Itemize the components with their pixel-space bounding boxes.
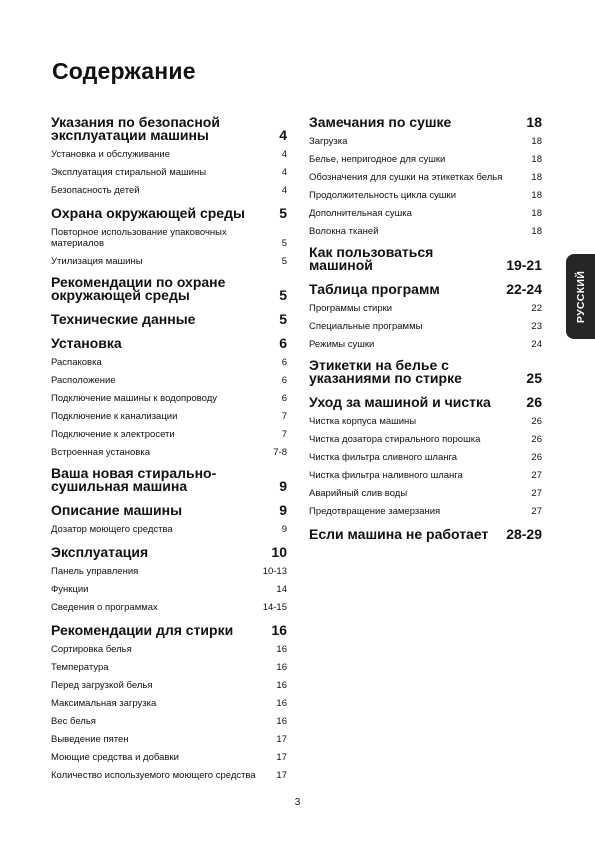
page-number: 3 bbox=[294, 797, 301, 808]
toc-section[interactable] bbox=[309, 396, 542, 409]
toc-section-title: Рекомендации по охране окружающей среды bbox=[51, 274, 226, 303]
toc-item-title: Температура bbox=[51, 662, 109, 673]
language-tab bbox=[566, 254, 595, 339]
toc-item-title: Чистка фильтра наливного шланга bbox=[309, 470, 463, 481]
toc-item-title: Волокна тканей bbox=[309, 226, 379, 237]
toc-item[interactable] bbox=[309, 339, 542, 350]
toc-section-title: Если машина не работает bbox=[309, 526, 489, 542]
toc-item-title: Режимы сушки bbox=[309, 339, 375, 350]
toc-item[interactable] bbox=[51, 429, 287, 440]
toc-section-title: Замечания по сушке bbox=[309, 114, 452, 130]
toc-item-title: Максимальная загрузка bbox=[51, 698, 157, 709]
page-title: Содержание bbox=[52, 58, 196, 84]
toc-item-page: 24 bbox=[531, 339, 542, 350]
toc-item-title: Сортировка белья bbox=[51, 644, 132, 655]
toc-item-title: Повторное использование упаковочных материалов bbox=[51, 227, 227, 249]
toc-item-page: 5 bbox=[281, 256, 287, 267]
toc-item-title: Подключение к канализации bbox=[51, 411, 178, 422]
toc-item[interactable] bbox=[309, 488, 542, 499]
toc-section-page: 28-29 bbox=[506, 526, 542, 542]
toc-item-page: 18 bbox=[531, 172, 542, 183]
toc-item-page: 27 bbox=[531, 488, 542, 499]
toc-section-page: 25 bbox=[526, 370, 542, 386]
toc-item-page: 17 bbox=[276, 734, 287, 745]
toc-section-title: Указания по безопасной эксплуатации машины bbox=[51, 114, 220, 143]
toc-item[interactable] bbox=[309, 154, 542, 165]
toc-item-page: 22 bbox=[531, 303, 542, 314]
toc-item-title: Установка и обслуживание bbox=[51, 149, 170, 160]
toc-section-page: 18 bbox=[526, 114, 542, 130]
toc-item[interactable] bbox=[51, 167, 287, 178]
toc-item[interactable] bbox=[309, 434, 542, 445]
toc-item-title: Встроенная установка bbox=[51, 447, 150, 458]
toc-section-title: Этикетки на белье с указаниями по стирке bbox=[309, 357, 462, 386]
toc-item-page: 16 bbox=[276, 698, 287, 709]
toc-item-page: 17 bbox=[276, 752, 287, 763]
toc-item-title: Специальные программы bbox=[309, 321, 423, 332]
toc-item[interactable] bbox=[309, 136, 542, 147]
toc-item[interactable] bbox=[309, 303, 542, 314]
toc-item[interactable] bbox=[51, 524, 287, 535]
toc-section-page: 4 bbox=[279, 127, 287, 143]
toc-section[interactable] bbox=[51, 116, 287, 142]
toc-section[interactable] bbox=[309, 283, 542, 296]
toc-item[interactable] bbox=[51, 256, 287, 267]
toc-section[interactable] bbox=[51, 276, 287, 302]
toc-item-title: Обозначения для сушки на этикетках белья bbox=[309, 172, 503, 183]
toc-section[interactable] bbox=[309, 359, 542, 385]
toc-item[interactable] bbox=[51, 584, 287, 595]
toc-item-title: Количество используемого моющего средства bbox=[51, 770, 256, 781]
toc-section-title: Ваша новая стирально- сушильная машина bbox=[51, 465, 217, 494]
toc-item[interactable] bbox=[51, 393, 287, 404]
toc-section-title: Как пользоваться машиной bbox=[309, 244, 434, 273]
toc-section-page: 9 bbox=[279, 478, 287, 494]
toc-section[interactable] bbox=[51, 467, 287, 493]
toc-item-title: Безопасность детей bbox=[51, 185, 140, 196]
toc-item[interactable] bbox=[51, 770, 287, 781]
toc-item-page: 18 bbox=[531, 208, 542, 219]
toc-item-page: 4 bbox=[281, 167, 287, 178]
toc-item-title: Дополнительная сушка bbox=[309, 208, 412, 219]
toc-section[interactable] bbox=[51, 504, 287, 517]
toc-section[interactable] bbox=[309, 528, 542, 541]
toc-item[interactable] bbox=[51, 662, 287, 673]
toc-item-title: Функции bbox=[51, 584, 89, 595]
toc-item[interactable] bbox=[51, 375, 287, 386]
toc-section[interactable] bbox=[51, 313, 287, 326]
toc-item-page: 26 bbox=[531, 416, 542, 427]
toc-section[interactable] bbox=[51, 337, 287, 350]
toc-item-page: 6 bbox=[281, 393, 287, 404]
toc-section-page: 5 bbox=[279, 311, 287, 327]
toc-item-page: 9 bbox=[281, 524, 287, 535]
toc-item-title: Белье, непригодное для сушки bbox=[309, 154, 446, 165]
toc-item-page: 18 bbox=[531, 136, 542, 147]
toc-section-page: 26 bbox=[526, 394, 542, 410]
toc-section-page: 16 bbox=[271, 622, 287, 638]
toc-item-page: 18 bbox=[531, 226, 542, 237]
toc-item-page: 18 bbox=[531, 190, 542, 201]
toc-item-page: 4 bbox=[281, 149, 287, 160]
toc-item-title: Сведения о программах bbox=[51, 602, 158, 613]
toc-item-title: Утилизация машины bbox=[51, 256, 143, 267]
toc-section[interactable] bbox=[51, 207, 287, 220]
toc-item-title: Моющие средства и добавки bbox=[51, 752, 179, 763]
toc-section-page: 22-24 bbox=[506, 281, 542, 297]
toc-item-title: Панель управления bbox=[51, 566, 139, 577]
toc-item-title: Загрузка bbox=[309, 136, 348, 147]
toc-section-title: Рекомендации для стирки bbox=[51, 622, 234, 638]
toc-item-page: 5 bbox=[281, 238, 287, 249]
toc-item[interactable] bbox=[51, 566, 287, 577]
toc-item-title: Расположение bbox=[51, 375, 116, 386]
toc-item[interactable] bbox=[51, 185, 287, 196]
toc-item-page: 27 bbox=[531, 470, 542, 481]
toc-item[interactable] bbox=[309, 470, 542, 481]
toc-item-page: 6 bbox=[281, 375, 287, 386]
toc-item[interactable] bbox=[309, 226, 542, 237]
toc-item-title: Продолжительность цикла сушки bbox=[309, 190, 456, 201]
toc-item-page: 16 bbox=[276, 662, 287, 673]
toc-item[interactable] bbox=[51, 680, 287, 691]
toc-item-title: Чистка фильтра сливного шланга bbox=[309, 452, 458, 463]
toc-item[interactable] bbox=[51, 752, 287, 763]
toc-item[interactable] bbox=[309, 208, 542, 219]
toc-section-page: 6 bbox=[279, 335, 287, 351]
toc-item[interactable] bbox=[309, 452, 542, 463]
toc-section-page: 5 bbox=[279, 205, 287, 221]
toc-section-title: Технические данные bbox=[51, 311, 196, 327]
toc-section-title: Охрана окружающей среды bbox=[51, 205, 245, 221]
toc-item-title: Подключение машины к водопроводу bbox=[51, 393, 217, 404]
toc-section[interactable] bbox=[51, 546, 287, 559]
toc-item[interactable] bbox=[51, 447, 287, 458]
toc-section-title: Эксплуатация bbox=[51, 544, 149, 560]
toc-section-page: 19-21 bbox=[506, 257, 542, 273]
toc-item-page: 6 bbox=[281, 357, 287, 368]
toc-item-title: Чистка корпуса машины bbox=[309, 416, 417, 427]
toc-section-title: Уход за машиной и чистка bbox=[309, 394, 491, 410]
toc-item-title: Аварийный слив воды bbox=[309, 488, 408, 499]
toc-item-page: 10-13 bbox=[262, 566, 287, 577]
toc-item-page: 7-8 bbox=[273, 447, 287, 458]
toc-item[interactable] bbox=[309, 190, 542, 201]
toc-section-title: Описание машины bbox=[51, 502, 183, 518]
toc-right-column bbox=[309, 116, 542, 541]
toc-item-title: Программы стирки bbox=[309, 303, 393, 314]
toc-item-page: 14 bbox=[276, 584, 287, 595]
toc-item-page: 17 bbox=[276, 770, 287, 781]
toc-section[interactable] bbox=[309, 116, 542, 129]
toc-left-column bbox=[51, 116, 287, 781]
toc-section-page: 9 bbox=[279, 502, 287, 518]
toc-item[interactable] bbox=[51, 716, 287, 727]
toc-item-page: 7 bbox=[281, 429, 287, 440]
toc-item-title: Эксплуатация стиральной машины bbox=[51, 167, 207, 178]
toc-item-page: 16 bbox=[276, 716, 287, 727]
toc-section-title: Таблица программ bbox=[309, 281, 440, 297]
toc-item-page: 4 bbox=[281, 185, 287, 196]
toc-item-title: Чистка дозатора стирального порошка bbox=[309, 434, 481, 445]
toc-item-page: 18 bbox=[531, 154, 542, 165]
toc-item-page: 7 bbox=[281, 411, 287, 422]
toc-section[interactable] bbox=[51, 624, 287, 637]
toc-section-page: 10 bbox=[271, 544, 287, 560]
toc-item[interactable] bbox=[51, 411, 287, 422]
toc-item[interactable] bbox=[51, 149, 287, 160]
toc-item-title: Перед загрузкой белья bbox=[51, 680, 153, 691]
toc-item-title: Дозатор моющего средства bbox=[51, 524, 173, 535]
toc-item[interactable] bbox=[51, 602, 287, 613]
toc-item-page: 16 bbox=[276, 680, 287, 691]
toc-item[interactable] bbox=[309, 172, 542, 183]
toc-item[interactable] bbox=[51, 644, 287, 655]
toc-item-title: Вес белья bbox=[51, 716, 96, 727]
toc-section[interactable] bbox=[309, 246, 542, 272]
toc-item-page: 26 bbox=[531, 434, 542, 445]
toc-section-title: Установка bbox=[51, 335, 122, 351]
toc-item[interactable] bbox=[309, 321, 542, 332]
toc-item-page: 27 bbox=[531, 506, 542, 517]
toc-item[interactable] bbox=[309, 506, 542, 517]
toc-item-page: 14-15 bbox=[262, 602, 287, 613]
toc-item-title: Предотвращение замерзания bbox=[309, 506, 441, 517]
language-tab-label: РУССКИЙ bbox=[574, 270, 587, 323]
toc-item[interactable] bbox=[309, 416, 542, 427]
toc-item-page: 16 bbox=[276, 644, 287, 655]
toc-item-title: Подключение к электросети bbox=[51, 429, 175, 440]
toc-section-page: 5 bbox=[279, 287, 287, 303]
toc-item-title: Выведение пятен bbox=[51, 734, 129, 745]
toc-item-page: 26 bbox=[531, 452, 542, 463]
toc-item[interactable] bbox=[51, 698, 287, 709]
toc-item-page: 23 bbox=[531, 321, 542, 332]
toc-item[interactable] bbox=[51, 227, 287, 249]
toc-item[interactable] bbox=[51, 734, 287, 745]
toc-item-title: Распаковка bbox=[51, 357, 102, 368]
toc-item[interactable] bbox=[51, 357, 287, 368]
